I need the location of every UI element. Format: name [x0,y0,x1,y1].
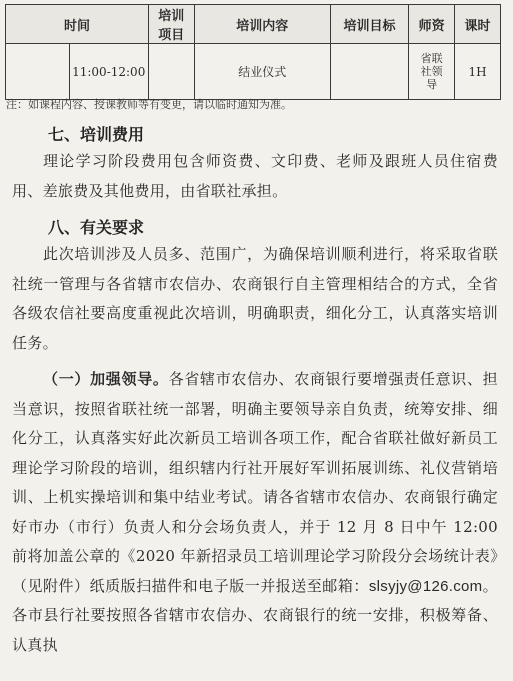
header-hours: 课时 [455,5,501,44]
leadership-lead: （一）加强领导。 [43,370,169,388]
cell-teacher: 省联 社领 导 [409,44,455,100]
header-goal: 培训目标 [330,5,408,44]
cell-goal [330,44,408,100]
cell-hours: 1H [455,44,501,100]
cell-time: 11:00-12:00 [69,44,148,100]
table-row [6,44,501,100]
table-header-row [6,5,501,44]
section-heading-fees: 七、培训费用 [48,125,145,144]
header-teacher: 师资 [409,5,455,44]
paragraph-leadership [12,365,498,660]
leadership-body-1: 各省辖市农信办、农商银行要增强责任意识、担当意识，按照省联社统一部署，明确主要领导亲自负责，统筹安排、细化分工，认真落实好此次新员工培训各项工作，配合省联社做好新员工理论学习阶段的培训，组织辖内行社开展好军训拓展训练、礼仪营销培训、上机实操培训和集中结业考试。请各省辖市农信办、农商银行确定好市办（市行）负责人和分会场负责人，并于 12 月 8 日中午 12:00 前将加盖公章的《2020 年新招录员工培训理论学习阶段分会场统计表》（见附件）纸质版扫描件和电子版一并报送至邮箱： [12,370,498,595]
paragraph-fees: 理论学习阶段费用包含师资费、文印费、老师及跟班人员住宿费用、差旅费及其他费用，由省联社承担。 [12,152,498,200]
schedule-table [5,4,501,100]
cell-content: 结业仪式 [194,44,330,100]
leadership-body-2: 。各市县行社要按照各省辖市农信办、农商银行的统一安排，积极筹备、认真执 [12,576,498,654]
cell-item [148,44,194,100]
paragraph-requirements: 此次培训涉及人员多、范围广，为确保培训顺利进行，将采取省联社统一管理与各省辖市农信办、农商银行自主管理相结合的方式，全省各级农信社要高度重视此次培训，明确职责，细化分工，认真落实培训任务。 [12,245,498,352]
header-item: 培训 项目 [148,5,194,44]
header-time: 时间 [6,5,149,44]
cell-day [6,44,70,100]
header-content: 培训内容 [194,5,330,44]
email-address: slsyjy@126.com [368,577,483,595]
table-note: 注：如课程内容、授课教师等有变更，请以临时通知为准。 [6,98,292,111]
section-heading-requirements: 八、有关要求 [48,218,145,237]
